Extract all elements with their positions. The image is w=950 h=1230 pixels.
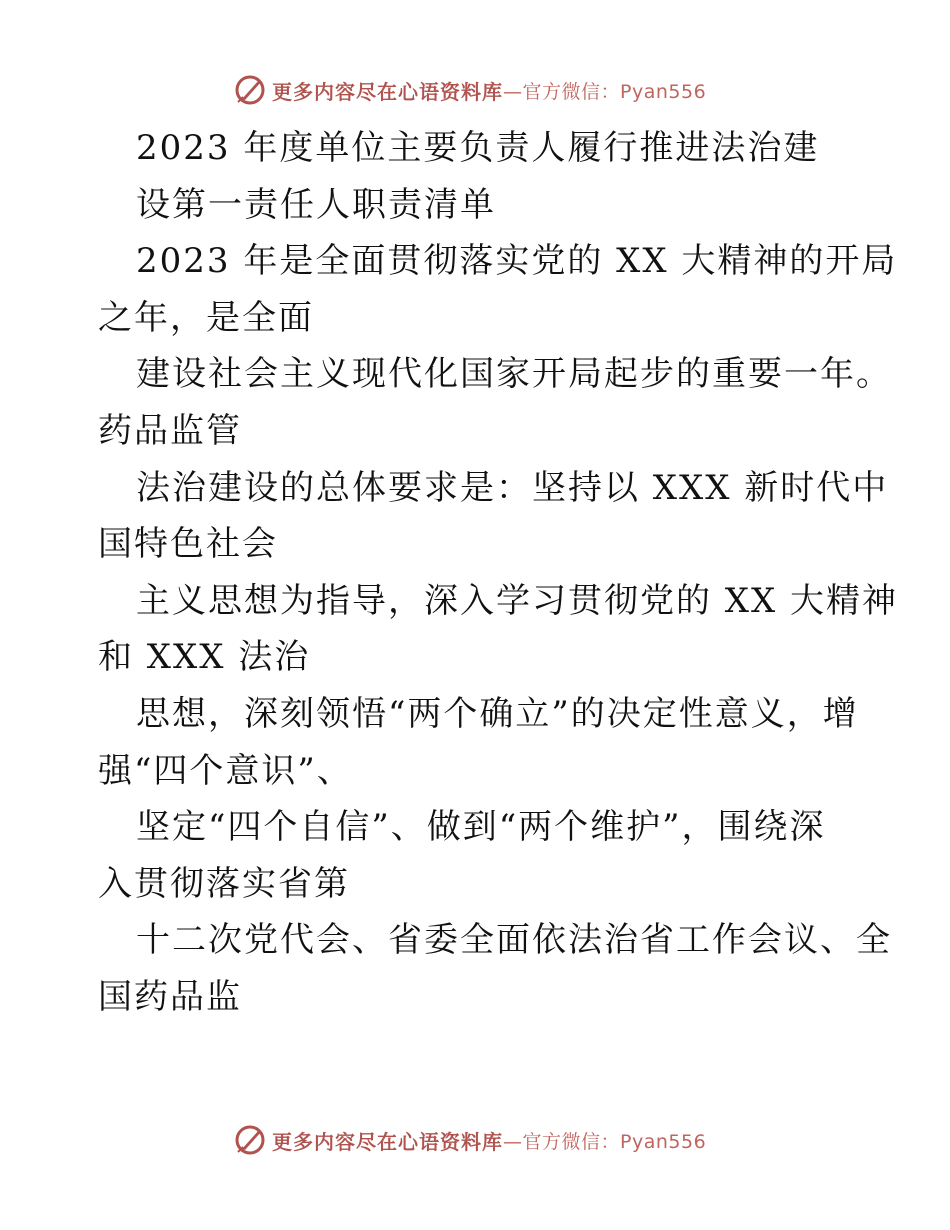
document-line: 和 XXX 法治 <box>98 637 311 678</box>
document-line: 入贯彻落实省第 <box>98 863 350 904</box>
document-line: 法治建设的总体要求是：坚持以 XXX 新时代中 <box>136 467 889 508</box>
document-line: 国特色社会 <box>98 524 278 565</box>
document-line: 2023 年是全面贯彻落实党的 XX 大精神的开局 <box>136 241 898 282</box>
banner-contact-text: —官方微信：Pyan556 <box>503 1130 707 1153</box>
document-line: 药品监管 <box>98 410 242 451</box>
document-line: 坚定“四个自信”、做到“两个维护”，围绕深 <box>136 807 826 848</box>
header-banner <box>232 72 706 108</box>
document-line: 2023 年度单位主要负责人履行推进法治建 <box>136 128 820 168</box>
document-body <box>98 120 899 1026</box>
document-line: 之年，是全面 <box>98 297 314 338</box>
document-line: 国药品监 <box>98 976 242 1017</box>
quill-pen-circle-icon <box>232 72 268 108</box>
banner-brand-text: 更多内容尽在心语资料库 <box>272 1129 503 1154</box>
quill-pen-circle-icon <box>232 1122 268 1158</box>
document-line: 思想，深刻领悟“两个确立”的决定性意义，增 <box>136 693 859 734</box>
banner-brand-text: 更多内容尽在心语资料库 <box>272 79 503 104</box>
document-line: 设第一责任人职责清单 <box>136 184 496 225</box>
banner-contact-text: —官方微信：Pyan556 <box>503 80 707 103</box>
document-line: 建设社会主义现代化国家开局起步的重要一年。 <box>136 354 892 395</box>
document-line: 强“四个意识”、 <box>98 750 353 791</box>
footer-banner <box>232 1122 706 1158</box>
document-line: 主义思想为指导，深入学习贯彻党的 XX 大精神 <box>136 580 899 621</box>
document-line: 十二次党代会、省委全面依法治省工作会议、全 <box>136 920 892 961</box>
